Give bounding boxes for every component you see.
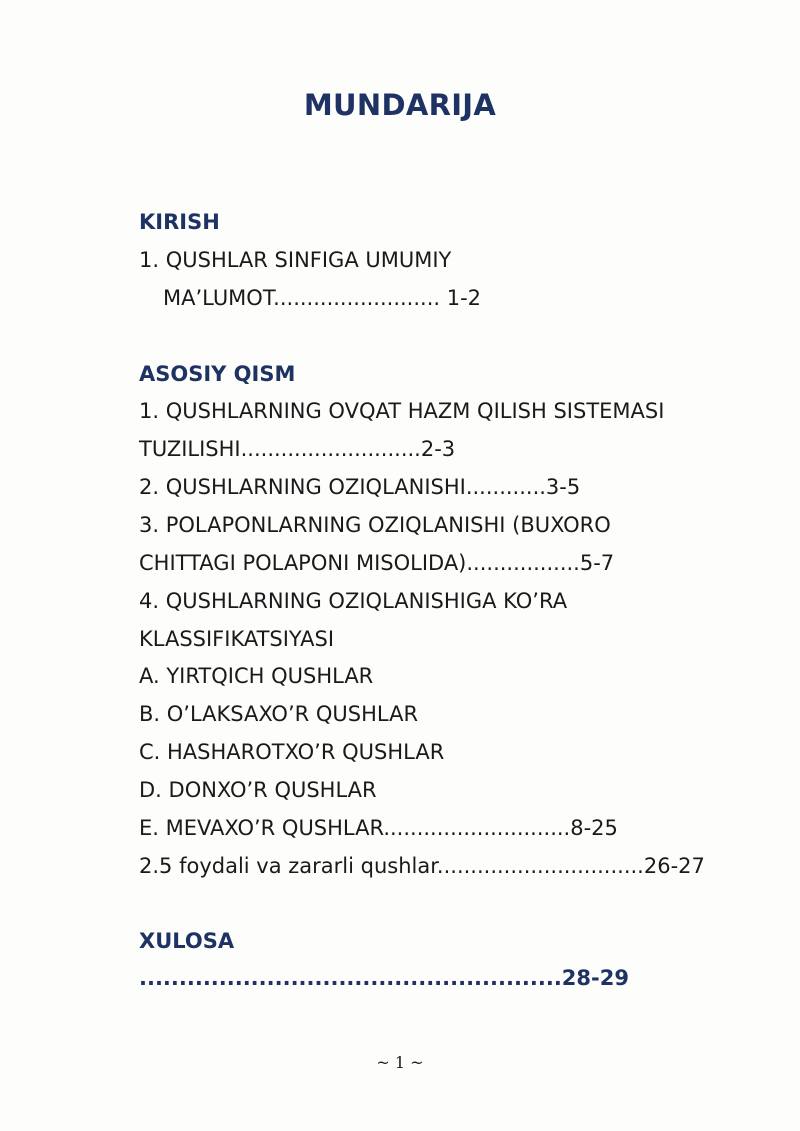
toc-entry: 2.5 foydali va zararli qushlar...............................26-27 <box>139 854 705 878</box>
section-heading-main: ASOSIY QISM <box>139 362 296 386</box>
toc-entry: B. O’LAKSAXO’R QUSHLAR <box>139 702 419 726</box>
toc-entry: 4. QUSHLARNING OZIQLANISHIGA KO’RA <box>139 589 568 613</box>
toc-entry: TUZILISHI...........................2-3 <box>139 437 456 461</box>
toc-entry: 1. QUSHLARNING OVQAT HAZM QILISH SISTEMASI <box>139 399 665 423</box>
toc-entry: CHITTAGI POLAPONI MISOLIDA).................5-7 <box>139 551 615 575</box>
toc-entry: E. MEVAXO’R QUSHLAR............................8-25 <box>139 816 618 840</box>
section-heading-intro: KIRISH <box>139 210 220 234</box>
toc-entry: KLASSIFIKATSIYASI <box>139 627 335 651</box>
toc-entry: 1. QUSHLAR SINFIGA UMUMIY <box>139 248 452 272</box>
toc-entry: A. YIRTQICH QUSHLAR <box>139 664 374 688</box>
page-title: MUNDARIJA <box>303 88 497 122</box>
toc-entry: 2. QUSHLARNING OZIQLANISHI............3-5 <box>139 475 581 499</box>
toc-entry: MA’LUMOT......................... 1-2 <box>163 286 482 310</box>
page-number: ~ 1 ~ <box>376 1053 424 1072</box>
toc-entry: 3. POLAPONLARNING OZIQLANISHI (BUXORO <box>139 513 611 537</box>
section-heading-conclusion: XULOSA <box>139 929 235 953</box>
toc-entry: D. DONXO’R QUSHLAR <box>139 778 377 802</box>
toc-entry: C. HASHAROTXO’R QUSHLAR <box>139 740 445 764</box>
toc-entry-conclusion: .....................................................28-29 <box>139 966 629 990</box>
